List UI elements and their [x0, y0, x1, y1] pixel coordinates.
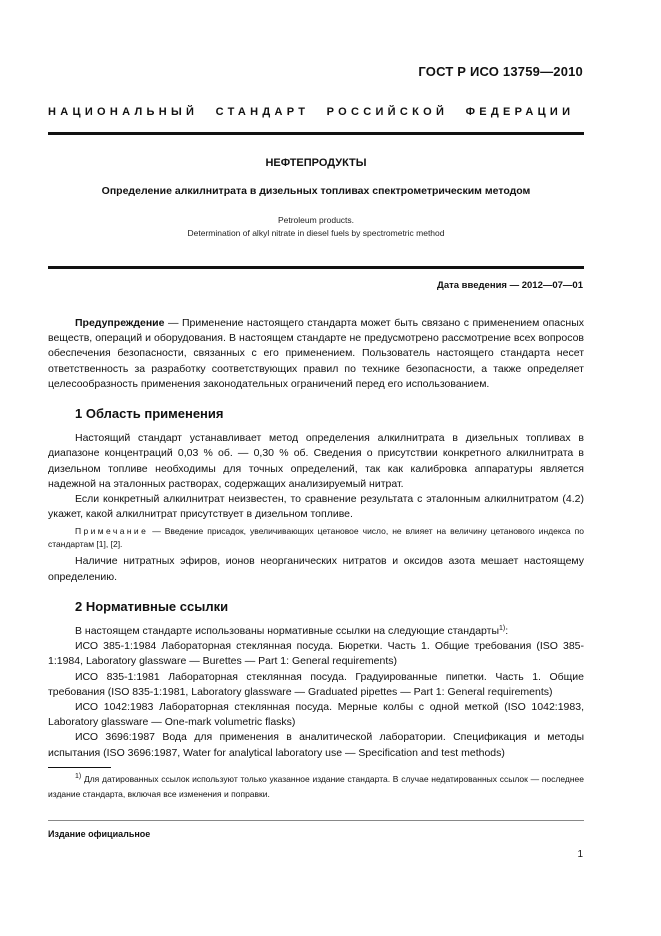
middle-rule: [48, 266, 584, 269]
page-number: 1: [577, 849, 583, 860]
document-body: [48, 316, 584, 761]
standard-code: ГОСТ Р ИСО 13759—2010: [418, 64, 583, 79]
document-title: НЕФТЕПРОДУКТЫ: [265, 157, 367, 169]
reference-item: ИСО 835-1:1981 Лабораторная стеклянная посуда. Градуированные пипетки. Часть 1. Общие требования (ISO 835-1:1981, Laboratory glassware — Graduated pipettes — Part 1: General requirements): [48, 670, 584, 698]
introduction-date: Дата введения — 2012—07—01: [437, 280, 583, 291]
reference-item: ИСО 1042:1983 Лабораторная стеклянная посуда. Мерные колбы с одной меткой (ISO 1042:1983, Laboratory glassware — One-mark volumetric flasks): [48, 701, 584, 729]
english-title-line-1: Petroleum products.: [277, 215, 355, 225]
section-2-heading: 2 Нормативные ссылки: [75, 598, 229, 614]
english-title-line-2: Determination of alkyl nitrate in diesel fuels by spectrometric method: [187, 228, 445, 238]
note-label: Примечание: [75, 526, 149, 537]
section-1-paragraph-1: Настоящий стандарт устанавливает метод определения алкилнитрата в дизельных топливах в диапазоне концентраций 0,03 % об. — 0,30 % об. Сведения о присутствии конкретного алкилнитрата в дизельном топливе необходимы для точных определений, так как калибровка аппаратуры является надежной на эталонных растворах, содержащих анализируемый нитрат.: [48, 432, 584, 490]
footnote-rule: [48, 767, 111, 768]
warning-paragraph: [48, 316, 584, 392]
note-text: — Введение присадок, увеличивающих цетановое число, не влияет на величину цетанового индекса по стандартам [1], [2].: [48, 526, 584, 550]
footnote: [48, 772, 584, 802]
section-1-paragraph-3: Наличие нитратных эфиров, ионов неорганических нитратов и оксидов азота мешает настоящему определению.: [48, 555, 584, 583]
footnote-reference: 1): [499, 625, 506, 633]
national-standard-title: НАЦИОНАЛЬНЫЙ СТАНДАРТ РОССИЙСКОЙ ФЕДЕРАЦИИ: [48, 106, 575, 118]
footnote-mark: 1): [75, 773, 82, 780]
footnote-text: Для датированных ссылок используют только указанное издание стандарта. В случае недатированных ссылок — последнее издание стандарта, включая все изменения и поправки.: [48, 774, 584, 799]
reference-item: ИСО 3696:1987 Вода для применения в аналитической лаборатории. Спецификация и методы испытания (ISO 3696:1987, Water for analytical laboratory use — Specification and test methods): [48, 731, 584, 759]
document-subtitle: Определение алкилнитрата в дизельных топливах спектрометрическим методом: [101, 185, 531, 197]
section-1-heading: 1 Область применения: [75, 406, 224, 422]
section-1-paragraph-2: Если конкретный алкилнитрат неизвестен, то сравнение результата с эталонным алкилнитратом (4.2) укажет, какой алкилнитрат присутствует в дизельном топливе.: [48, 493, 584, 521]
reference-item: ИСО 385-1:1984 Лабораторная стеклянная посуда. Бюретки. Часть 1. Общие требования (ISO 385-1:1984, Laboratory glassware — Burettes — Part 1: General requirements): [48, 640, 584, 668]
bottom-rule: [48, 820, 584, 821]
section-2-intro: [48, 624, 584, 639]
warning-label: Предупреждение: [75, 317, 165, 329]
english-title: [48, 214, 584, 240]
section-2-intro-end: :: [505, 625, 509, 638]
official-edition-label: Издание официальное: [48, 829, 151, 839]
warning-text: — Применение настоящего стандарта может быть связано с применением опасных веществ, операций и оборудования. В настоящем стандарте не предусмотрено рассмотрение всех вопросов обеспечения безопасности, связанных с его применением. Пользователь настоящего стандарта несет ответственность за разработку соответствующих правил по технике безопасности, а также определяет целесообразность применения законодательных ограничений перед его использованием.: [48, 317, 584, 390]
section-2-intro-text: В настоящем стандарте использованы нормативные ссылки на следующие стандарты: [75, 625, 500, 638]
top-rule: [48, 132, 584, 135]
section-1-note: [48, 525, 584, 551]
